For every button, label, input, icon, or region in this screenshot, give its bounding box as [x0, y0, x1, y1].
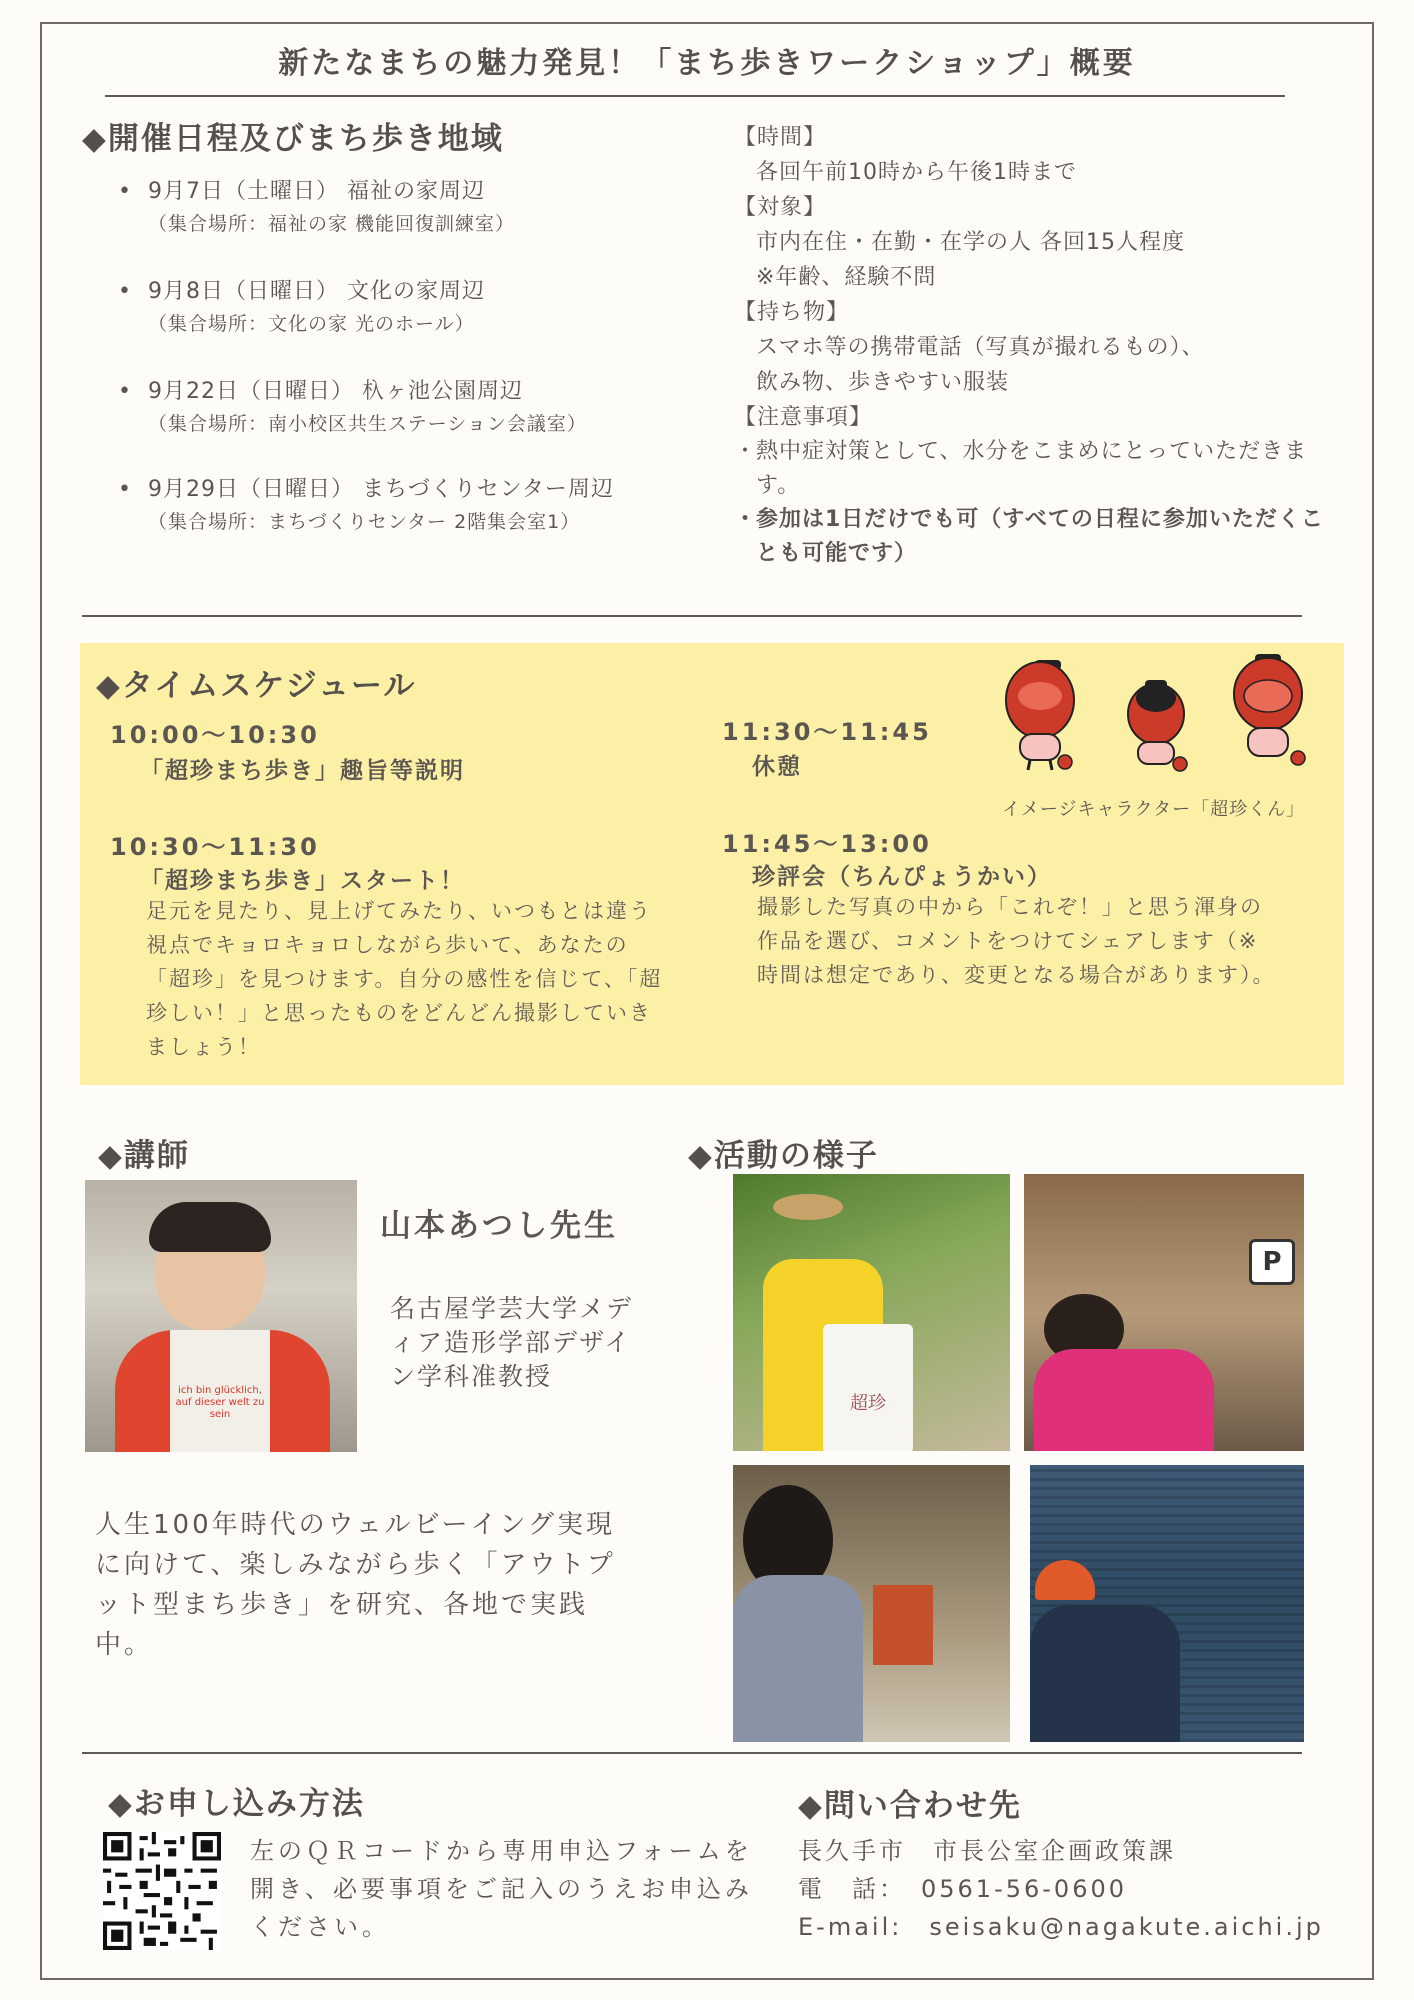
- parking-sign: P: [1249, 1239, 1295, 1285]
- activity-photo: [733, 1465, 1010, 1742]
- lecturer-photo: [85, 1180, 357, 1452]
- activity-photo: [1024, 1174, 1304, 1451]
- notes-heading: 【注意事項】: [734, 405, 873, 430]
- slot-title: 「超珍まち歩き」趣旨等説明: [140, 758, 465, 784]
- note-heatstroke: ・ 熱中症対策として、水分をこまめにとっていただきます。: [734, 435, 1334, 503]
- date-label: • 9月8日（日曜日） 文化の家周辺: [118, 276, 678, 308]
- target-heading: 【対象】: [734, 195, 827, 220]
- info-column: [734, 120, 1334, 571]
- contact-phone: 電 話： 0561-56-0600: [798, 1875, 1128, 1903]
- list-item: [118, 474, 698, 538]
- section-divider: [82, 1752, 1302, 1754]
- schedule-heading: ◆タイムスケジュール: [96, 668, 417, 704]
- slot-description: 撮影した写真の中から「これぞ！」と思う渾身の作品を選び、コメントをつけてシェアします（※ 時間は想定であり、変更となる場合があります）。: [757, 895, 1276, 987]
- meeting-place: （集合場所：まちづくりセンター 2階集会室1）: [148, 511, 581, 533]
- character-icon: [1234, 654, 1305, 765]
- shirt-text: ich bin glücklich, auf dieser welt zu sein: [175, 1385, 265, 1420]
- slot-time: 11:45～13:00: [722, 830, 932, 858]
- lecturer-heading: ◆講師: [98, 1138, 190, 1174]
- belongings-text-2: 飲み物、歩きやすい服装: [756, 370, 1010, 395]
- note-participation: ・ 参加は1日だけでも可（すべての日程に参加いただくことも可能です）: [734, 503, 1334, 571]
- slot-time: 10:00～10:30: [110, 721, 320, 749]
- page-title: 新たなまちの魅力発見！「まち歩きワークショップ」概要: [278, 46, 1136, 81]
- meeting-place: （集合場所：南小校区共生ステーション会議室）: [148, 413, 587, 435]
- apply-heading: ◆お申し込み方法: [108, 1786, 365, 1822]
- title-divider: [105, 95, 1285, 97]
- character-icon: [1006, 660, 1074, 770]
- character-illustration: [990, 652, 1330, 782]
- character-icon: [1128, 680, 1187, 771]
- qr-code[interactable]: [103, 1832, 221, 1950]
- list-item: [118, 276, 678, 340]
- character-caption: イメージキャラクター「超珍くん」: [1002, 799, 1306, 820]
- lecturer-bio: 人生100年時代のウェルビーイング実現に向けて、楽しみながら歩く「アウトプット型まち歩き」を研究、各地で実践中。: [95, 1510, 616, 1660]
- contact-department: 長久手市 市長公室企画政策課: [798, 1837, 1176, 1865]
- belongings-text: スマホ等の携帯電話（写真が撮れるもの）、: [756, 335, 1205, 360]
- slot-time: 10:30～11:30: [110, 833, 320, 861]
- lecturer-name: 山本あつし先生: [380, 1208, 618, 1244]
- list-item: [118, 376, 698, 440]
- contact-email[interactable]: E-mail: seisaku@nagakute.aichi.jp: [798, 1913, 1324, 1941]
- target-text: 市内在住・在勤・在学の人 各回15人程度: [756, 230, 1185, 255]
- belongings-heading: 【持ち物】: [734, 300, 850, 325]
- slot-title: 「超珍まち歩き」スタート！: [140, 868, 465, 894]
- meeting-place: （集合場所：福祉の家 機能回復訓練室）: [148, 213, 516, 235]
- date-label: • 9月22日（日曜日） 杁ヶ池公園周辺: [118, 376, 698, 408]
- apply-instructions: 左のＱＲコードから専用申込フォームを開き、必要事項をご記入のうえお申込みください。: [250, 1837, 754, 1941]
- section-divider: [82, 615, 1302, 617]
- slot-description: 足元を見たり、見上げてみたり、いつもとは違う視点でキョロキョロしながら歩いて、あなたの「超珍」を見つけます。自分の感性を信じて、「超珍しい！」と思ったものをどんどん撮影していきましょう！: [146, 899, 663, 1059]
- date-label: • 9月7日（土曜日） 福祉の家周辺: [118, 176, 678, 208]
- slot-title: 休憩: [752, 754, 802, 780]
- time-text: 各回午前10時から午後1時まで: [756, 160, 1077, 185]
- dates-heading: ◆開催日程及びまち歩き地域: [82, 121, 504, 157]
- slot-title: 珍評会（ちんぴょうかい）: [752, 864, 1052, 890]
- time-heading: 【時間】: [734, 125, 827, 150]
- activity-heading: ◆活動の様子: [688, 1138, 879, 1174]
- date-label: • 9月29日（日曜日） まちづくりセンター周辺: [118, 474, 698, 506]
- list-item: [118, 176, 678, 240]
- activity-photo: [733, 1174, 1010, 1451]
- contact-heading: ◆問い合わせ先: [798, 1788, 1022, 1824]
- target-note: ※年齢、経験不問: [756, 265, 937, 290]
- meeting-place: （集合場所：文化の家 光のホール）: [148, 313, 475, 335]
- bag-text: 超珍: [823, 1324, 913, 1451]
- slot-time: 11:30～11:45: [722, 718, 932, 746]
- activity-photo: [1030, 1465, 1304, 1742]
- lecturer-affiliation: 名古屋学芸大学メディア造形学部デザイン学科准教授: [390, 1294, 634, 1391]
